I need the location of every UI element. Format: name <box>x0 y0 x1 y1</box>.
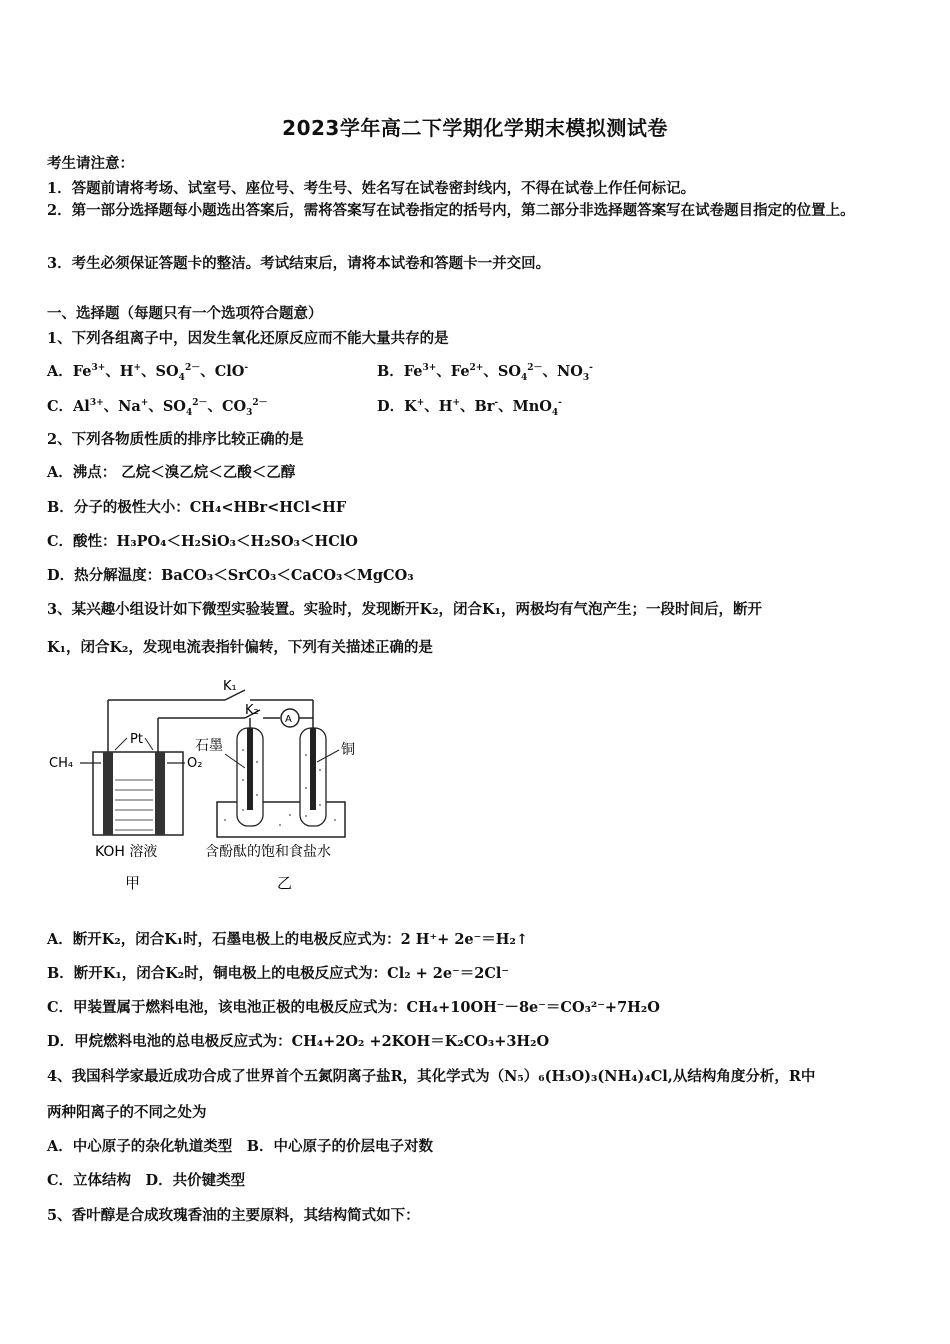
graphite-label: 石墨 <box>195 738 223 754</box>
q1-option-c: C．$Al^{3+}$、Na+、$SO_4^{2-}$、$CO_3^{2-}$ <box>47 398 268 418</box>
yi-label: 乙 <box>277 874 293 892</box>
q3-stem-line1: 3、某兴趣小组设计如下微型实验装置。实验时，发现断开K₂，闭合K₁，两极均有气泡产生；一段时间后，断开 <box>47 601 762 618</box>
left-electrode <box>103 752 113 835</box>
q4-stem-line2: 两种阳离子的不同之处为 <box>47 1104 207 1121</box>
q4-options-ab: A．中心原子的杂化轨道类型 B．中心原子的价层电子对数 <box>47 1138 434 1155</box>
q2-option-a: A．沸点： 乙烷＜溴乙烷＜乙酸＜乙醇 <box>47 464 296 481</box>
right-electrode <box>155 752 165 835</box>
q1-option-a: A．$Fe^{3+}$、H+、$SO_4^{2-}$、ClO- <box>47 363 249 383</box>
copper-electrode <box>310 728 316 810</box>
q2-option-c: C．酸性：H₃PO₄＜H₂SiO₃＜H₂SO₃＜HClO <box>47 533 358 550</box>
page-title: 2023学年高二下学期化学期末模拟测试卷 <box>282 116 668 140</box>
q1-stem: 1、下列各组离子中，因发生氧化还原反应而不能大量共存的是 <box>47 330 449 347</box>
q5-stem: 5、香叶醇是合成玫瑰香油的主要原料，其结构简式如下： <box>47 1207 420 1224</box>
q4-stem-line1: 4、我国科学家最近成功合成了世界首个五氮阴离子盐R，其化学式为（N₅）₆(H₃O)₃(NH₄)₄Cl,从结构角度分析，R中 <box>47 1068 816 1085</box>
q1-option-d: D．K+、H+、Br-、MnO$_4$- <box>377 398 562 418</box>
q1-c-label: C． <box>47 398 74 415</box>
brine-label: 含酚酞的饱和食盐水 <box>205 844 331 860</box>
ammeter-label: A <box>285 714 292 725</box>
q3-option-d: D．甲烷燃料电池的总电极反应式为：CH₄+2O₂ +2KOH＝K₂CO₃+3H₂O <box>47 1033 550 1050</box>
q1-d-label: D． <box>377 398 405 415</box>
notice-item-3: 3．考生必须保证答题卡的整洁。考试结束后，请将本试卷和答题卡一并交回。 <box>47 255 551 272</box>
pt-label: Pt <box>130 732 143 747</box>
k2-label: K₂ <box>245 703 259 718</box>
q2-stem: 2、下列各物质性质的排序比较正确的是 <box>47 431 304 448</box>
o2-label: O₂ <box>187 756 203 771</box>
notice-heading: 考生请注意： <box>47 155 134 172</box>
q2-option-d: D．热分解温度：BaCO₃＜SrCO₃＜CaCO₃＜MgCO₃ <box>47 567 414 584</box>
notice-item-1: 1．答题前请将考场、试室号、座位号、考生号、姓名写在试卷密封线内，不得在试卷上作任何标记。 <box>47 180 696 197</box>
q3-option-b: B．断开K₁，闭合K₂时，铜电极上的电极反应式为：Cl₂ + 2e⁻＝2Cl⁻ <box>47 965 510 982</box>
q1-a-label: A． <box>47 363 73 380</box>
notice-item-2: 2．第一部分选择题每小题选出答案后，需将答案写在试卷指定的括号内，第二部分非选择题答案写在试卷题目指定的位置上。 <box>47 202 855 219</box>
q1-option-b: B．$Fe^{3+}$、$Fe^{2+}$、$SO_4^{2-}$、$NO_3^-$ <box>377 363 593 383</box>
q3-apparatus-figure <box>45 670 385 895</box>
q4-options-cd: C．立体结构 D．共价键类型 <box>47 1172 246 1189</box>
ch4-label: CH₄ <box>49 756 74 771</box>
q2-option-b: B．分子的极性大小：CH₄<HBr<HCl<HF <box>47 499 347 516</box>
section-heading: 一、选择题（每题只有一个选项符合题意） <box>47 305 323 322</box>
k1-label: K₁ <box>223 679 237 694</box>
jia-label: 甲 <box>125 874 141 892</box>
q3-option-a: A．断开K₂，闭合K₁时，石墨电极上的电极反应式为：2 H⁺+ 2e⁻＝H₂↑ <box>47 931 529 948</box>
q3-option-c: C．甲装置属于燃料电池，该电池正极的电极反应式为：CH₄+10OH⁻－8e⁻＝CO₃²⁻+7H₂O <box>47 999 660 1016</box>
koh-label: KOH 溶液 <box>95 844 158 860</box>
q1-b-label: B． <box>377 363 404 380</box>
q3-stem-line2: K₁，闭合K₂，发现电流表指针偏转，下列有关描述正确的是 <box>47 639 433 656</box>
copper-label: 铜 <box>341 742 355 758</box>
graphite-electrode <box>247 728 253 810</box>
